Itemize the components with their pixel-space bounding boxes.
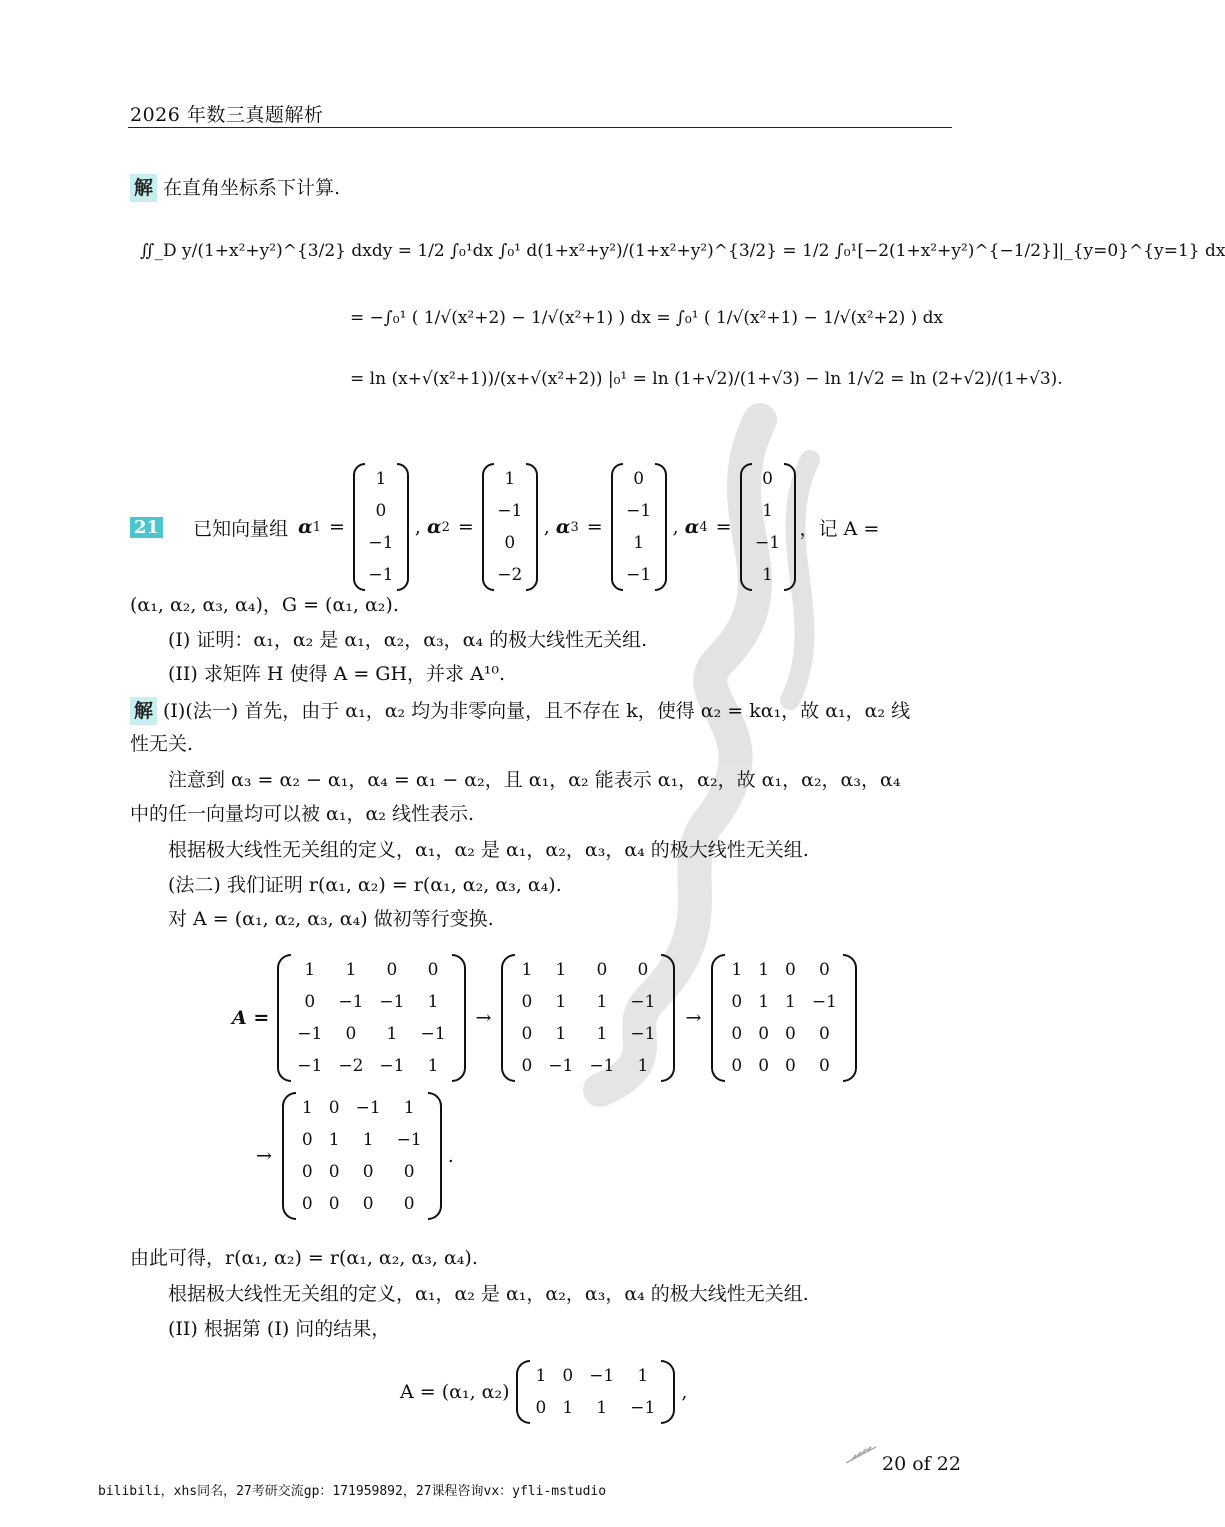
solution-tag: 解: [130, 697, 157, 725]
integral-line-3: = ln (x+√(x²+1))/(x+√(x²+2)) |₀¹ = ln (1+√2)/(1+√3) − ln 1/√2 = ln (2+√2)/(1+√3).: [350, 369, 1063, 389]
matrix-cell: 0: [521, 992, 533, 1012]
matrix-cell: 1: [758, 960, 770, 980]
matrix-cell: 1: [301, 1098, 313, 1118]
decomposition-equation: A = (α₁, α₂) 1 0 −1 1 0 1 1 −1 ,: [400, 1360, 687, 1424]
matrix-step3: [282, 1092, 442, 1220]
matrix-cell: −1: [630, 1024, 656, 1044]
matrix-cell: 0: [328, 1162, 340, 1182]
matrix-row: [528, 1392, 664, 1424]
matrix-cell: 1: [386, 1024, 398, 1044]
feather-ornament-icon: [842, 1443, 882, 1467]
matrix-cell: 1: [427, 992, 439, 1012]
matrix-row: [528, 1360, 664, 1392]
solution1-intro: 解 在直角坐标系下计算.: [130, 174, 340, 202]
matrix-row: [289, 1018, 453, 1050]
solution2-para2-cont: 中的任一向量均可以被 α₁，α₂ 线性表示.: [130, 803, 475, 825]
matrix-H: [516, 1360, 676, 1424]
matrix-cell: 1: [785, 992, 796, 1012]
matrix-row: [294, 1188, 430, 1220]
matrix-row: [513, 986, 663, 1018]
matrix-cell: 0: [596, 960, 608, 980]
matrix-cell: 0: [731, 992, 743, 1012]
matrix-row: [723, 1018, 845, 1050]
decomposition-label: A = (α₁, α₂): [400, 1381, 510, 1403]
matrix-cell: 0: [345, 1024, 357, 1044]
matrix-cell: 0: [403, 1162, 415, 1182]
matrix-cell: 0: [731, 1056, 743, 1076]
matrix-row: [289, 1050, 453, 1082]
matrix-cell: 0: [521, 1024, 533, 1044]
matrix-cell: 1: [555, 1024, 567, 1044]
matrix-cell: 1: [362, 1130, 374, 1150]
integral-line-2: = −∫₀¹ ( 1/√(x²+2) − 1/√(x²+1) ) dx = ∫₀¹ ( 1/√(x²+1) − 1/√(x²+2) ) dx: [350, 308, 944, 328]
matrix-cell: 0: [362, 1162, 374, 1182]
question-21-stem: 21 已知向量组 α 1 = 1 0 −1 −1 , α 2 = 1 −1 0 −2 , α 3 = 0 −1 1 −1 , α 4 = 0 1 −1 1 ，记 A =: [130, 462, 879, 592]
matrix-row: [294, 1156, 430, 1188]
matrix-cell: 0: [785, 1024, 796, 1044]
matrix-cell: 1: [521, 960, 533, 980]
page-number: 20 of 22: [882, 1453, 961, 1475]
question-part-2: (II) 求矩阵 H 使得 A = GH，并求 A¹⁰.: [168, 663, 506, 685]
matrix-step2: [711, 954, 857, 1082]
solution-tag: 解: [130, 174, 157, 202]
solution2-para1-cont: 性无关.: [130, 733, 194, 755]
matrix-label: A =: [232, 1007, 270, 1029]
matrix-cell: −1: [811, 992, 837, 1012]
matrix-cell: 0: [403, 1194, 415, 1214]
matrix-cell: 0: [304, 992, 316, 1012]
matrix-row: [294, 1124, 430, 1156]
arrow-2: →: [685, 1007, 702, 1029]
matrix-cell: 0: [818, 1024, 830, 1044]
matrix-row: [513, 1050, 663, 1082]
solution2-para2: 注意到 α₃ = α₂ − α₁，α₄ = α₁ − α₂，且 α₁，α₂ 能表示 α₁，α₂，故 α₁，α₂，α₃，α₄: [168, 769, 901, 791]
matrix-cell: −1: [630, 1398, 656, 1418]
matrix-cell: 1: [345, 960, 357, 980]
matrix-cell: −1: [297, 1056, 323, 1076]
vector-alpha1: 1 0 −1 −1: [353, 463, 409, 591]
matrix-cell: 0: [535, 1398, 547, 1418]
matrix-cell: 1: [596, 992, 608, 1012]
matrix-cell: 0: [328, 1098, 340, 1118]
matrix-cell: 0: [785, 1056, 796, 1076]
row-reduction-row1: [232, 954, 857, 1082]
matrix-row: [723, 986, 845, 1018]
matrix-cell: 1: [427, 1056, 439, 1076]
matrix-row: [289, 954, 453, 986]
matrix-cell: 1: [596, 1398, 608, 1418]
matrix-row: [723, 954, 845, 986]
matrix-cell: 0: [521, 1056, 533, 1076]
question-number-badge: 21: [130, 517, 163, 538]
matrix-cell: −1: [589, 1366, 615, 1386]
matrix-cell: 1: [596, 1024, 608, 1044]
solution2-para7: 根据极大线性无关组的定义，α₁，α₂ 是 α₁，α₂，α₃，α₄ 的极大线性无关组.: [168, 1283, 809, 1305]
matrix-cell: 0: [731, 1024, 743, 1044]
matrix-cell: 0: [562, 1366, 574, 1386]
matrix-step1: [501, 954, 675, 1082]
solution2-para6: 由此可得，r(α₁, α₂) = r(α₁, α₂, α₃, α₄).: [130, 1247, 478, 1269]
solution2-para4: (法二) 我们证明 r(α₁, α₂) = r(α₁, α₂, α₃, α₄).: [168, 874, 562, 896]
matrix-cell: −1: [589, 1056, 615, 1076]
matrix-cell: 1: [328, 1130, 340, 1150]
matrix-cell: −1: [355, 1098, 381, 1118]
integral-line-1: ∬_D y/(1+x²+y²)^{3/2} dxdy = 1/2 ∫₀¹dx ∫₀¹ d(1+x²+y²)/(1+x²+y²)^{3/2} = 1/2 ∫₀¹[−2(1+x²+y²)^{−1/2}]|_{y=0}^{y=1} dx: [140, 241, 1225, 261]
matrix-cell: 1: [535, 1366, 547, 1386]
vector-alpha3: 0 −1 1 −1: [611, 463, 667, 591]
stem-start: 已知向量组: [193, 517, 289, 540]
matrix-cell: 0: [301, 1194, 313, 1214]
question-part-1: (I) 证明：α₁，α₂ 是 α₁，α₂，α₃，α₄ 的极大线性无关组.: [168, 629, 648, 651]
stem-end: ，记 A =: [799, 517, 880, 540]
matrix-cell: −1: [630, 992, 656, 1012]
matrix-cell: 1: [304, 960, 316, 980]
matrix-cell: 1: [555, 992, 567, 1012]
matrix-cell: −2: [338, 1056, 364, 1076]
solution2-para8: (II) 根据第 (I) 问的结果，: [168, 1318, 391, 1340]
matrix-cell: 0: [301, 1130, 313, 1150]
matrix-cell: −1: [420, 1024, 446, 1044]
matrix-cell: −1: [548, 1056, 574, 1076]
matrix-row: [289, 986, 453, 1018]
matrix-cell: 0: [818, 960, 830, 980]
matrix-row: [513, 1018, 663, 1050]
arrow-1: →: [475, 1007, 492, 1029]
solution2-para5: 对 A = (α₁, α₂, α₃, α₄) 做初等行变换.: [168, 908, 494, 930]
matrix-cell: −1: [379, 1056, 405, 1076]
footer-contact: bilibili，xhs同名，27考研交流gp：171959892，27课程咨询vx：yfli-mstudio: [98, 1484, 607, 1499]
matrix-cell: 0: [637, 960, 649, 980]
matrix-cell: 0: [758, 1056, 770, 1076]
matrix-cell: −1: [297, 1024, 323, 1044]
matrix-row: [723, 1050, 845, 1082]
matrix-cell: −1: [379, 992, 405, 1012]
page-header-title: 2026 年数三真题解析: [130, 104, 324, 126]
matrix-cell: 1: [758, 992, 770, 1012]
matrix-cell: 0: [427, 960, 439, 980]
arrow-3: →: [256, 1145, 272, 1167]
stem-line-2: (α₁, α₂, α₃, α₄)，G = (α₁, α₂).: [130, 594, 399, 616]
matrix-cell: 0: [386, 960, 398, 980]
matrix-cell: 1: [555, 960, 567, 980]
header-rule: [128, 127, 952, 128]
matrix-cell: 0: [785, 960, 796, 980]
matrix-cell: 0: [362, 1194, 374, 1214]
solution2-para3: 根据极大线性无关组的定义，α₁，α₂ 是 α₁，α₂，α₃，α₄ 的极大线性无关组.: [168, 839, 809, 861]
matrix-cell: 1: [562, 1398, 574, 1418]
matrix-cell: 1: [637, 1366, 649, 1386]
matrix-cell: 1: [403, 1098, 415, 1118]
matrix-A: [277, 954, 465, 1082]
matrix-cell: −1: [338, 992, 364, 1012]
matrix-row: [513, 954, 663, 986]
matrix-cell: 0: [301, 1162, 313, 1182]
vector-alpha2: 1 −1 0 −2: [482, 463, 538, 591]
matrix-cell: 0: [328, 1194, 340, 1214]
matrix-cell: 1: [637, 1056, 649, 1076]
matrix-cell: 0: [818, 1056, 830, 1076]
solution2-para1: 解 (I)(法一) 首先，由于 α₁，α₂ 均为非零向量，且不存在 k，使得 α₂ = kα₁，故 α₁，α₂ 线: [130, 697, 910, 725]
vector-alpha4: 0 1 −1 1: [740, 463, 796, 591]
matrix-cell: 1: [731, 960, 743, 980]
matrix-row: [294, 1092, 430, 1124]
row-reduction-row2: → 1 0 −1 1 0 1 1 −1 0 0 0 0 0 0 0 0 .: [256, 1092, 454, 1220]
matrix-cell: 0: [758, 1024, 770, 1044]
matrix-cell: −1: [396, 1130, 422, 1150]
